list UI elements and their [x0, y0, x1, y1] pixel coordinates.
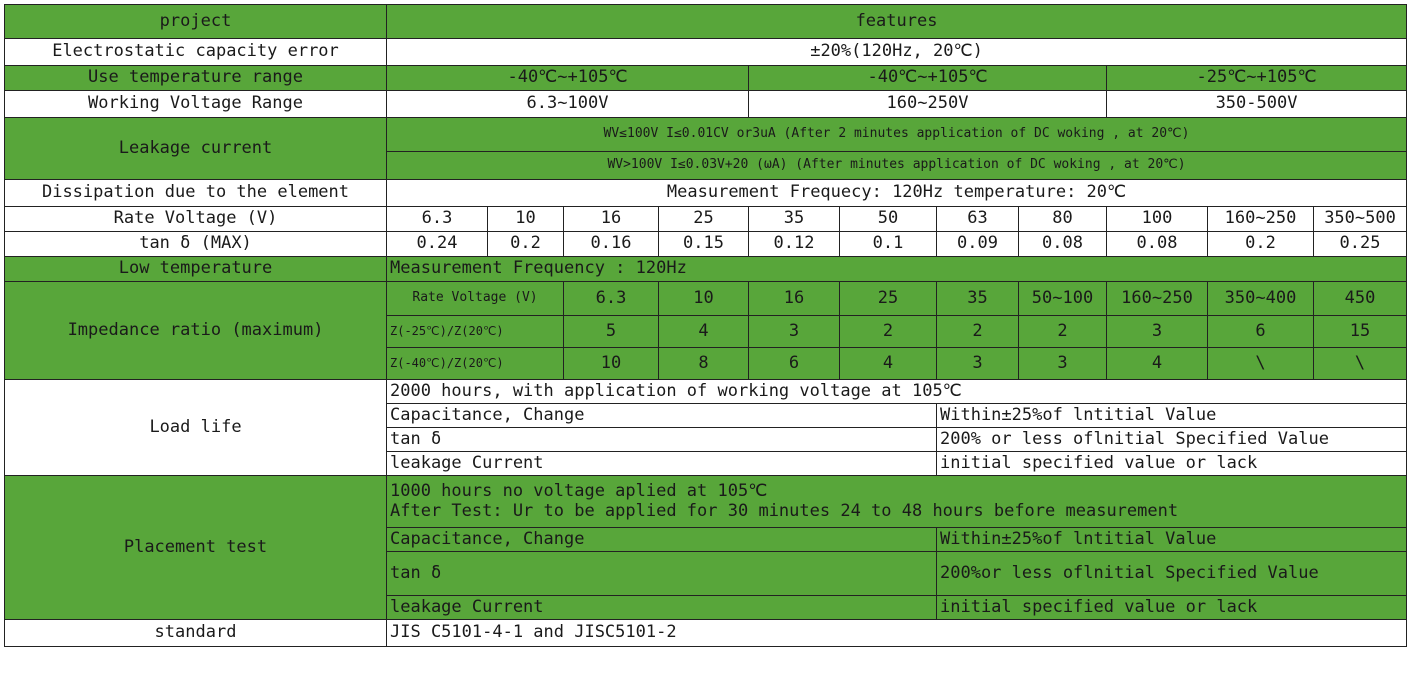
load-life-value: initial specified value or lack [937, 452, 1407, 476]
impedance-voltage-cell: 16 [749, 282, 840, 316]
voltage-range-row [5, 91, 1407, 118]
rate-voltage-cell: 10 [488, 207, 564, 232]
tan-delta-cell: 0.2 [488, 232, 564, 257]
capacity-error-label: Electrostatic capacity error [5, 39, 387, 66]
rate-voltage-label: Rate Voltage (V) [5, 207, 387, 232]
capacity-error-row [5, 39, 1407, 66]
impedance-voltage-cell: 50~100 [1019, 282, 1107, 316]
leakage-line-2: WV>100V I≤0.03V+20 (ωA) (After minutes application of DC woking , at 20℃) [387, 152, 1407, 180]
impedance-cell: 4 [1107, 348, 1208, 380]
placement-header [387, 476, 1407, 528]
impedance-cell: 15 [1314, 316, 1407, 348]
dissipation-label: Dissipation due to the element [5, 180, 387, 207]
load-life-value: 200% or less oflnitial Specified Value [937, 428, 1407, 452]
temperature-value-3: -25℃~+105℃ [1107, 66, 1407, 91]
placement-header-line-2: After Test: Ur to be applied for 30 minutes 24 to 48 hours before measurement [390, 500, 1179, 521]
temperature-row [5, 66, 1407, 91]
load-life-header-row [5, 380, 1407, 404]
impedance-voltage-cell: 450 [1314, 282, 1407, 316]
impedance-cell: 3 [1019, 348, 1107, 380]
impedance-voltage-cell: 6.3 [564, 282, 659, 316]
leakage-label: Leakage current [5, 118, 387, 180]
placement-item: leakage Current [387, 596, 937, 620]
impedance-voltage-cell: 35 [937, 282, 1019, 316]
tan-delta-row [5, 232, 1407, 257]
dissipation-row [5, 180, 1407, 207]
header-features: features [387, 5, 1407, 39]
impedance-label: Impedance ratio (maximum) [5, 282, 387, 380]
voltage-range-value-2: 160~250V [749, 91, 1107, 118]
impedance-cell: \ [1208, 348, 1314, 380]
low-temp-row [5, 257, 1407, 282]
impedance-voltage-row [5, 282, 1407, 316]
placement-item: tan δ [387, 552, 937, 596]
tan-delta-cell: 0.25 [1314, 232, 1407, 257]
load-life-label: Load life [5, 380, 387, 476]
tan-delta-cell: 0.1 [840, 232, 937, 257]
rate-voltage-cell: 160~250 [1208, 207, 1314, 232]
impedance-cell: \ [1314, 348, 1407, 380]
voltage-range-label: Working Voltage Range [5, 91, 387, 118]
impedance-voltage-cell: 160~250 [1107, 282, 1208, 316]
temperature-value-2: -40℃~+105℃ [749, 66, 1107, 91]
impedance-row2-label: Z(-40℃)/Z(20℃) [387, 348, 564, 380]
low-temp-value: Measurement Frequency : 120Hz [387, 257, 1407, 282]
spec-table [4, 4, 1407, 647]
load-life-item: leakage Current [387, 452, 937, 476]
standard-value: JIS C5101-4-1 and JISC5101-2 [387, 620, 1407, 647]
rate-voltage-cell: 80 [1019, 207, 1107, 232]
impedance-cell: 4 [659, 316, 749, 348]
impedance-cell: 5 [564, 316, 659, 348]
tan-delta-cell: 0.12 [749, 232, 840, 257]
impedance-cell: 6 [749, 348, 840, 380]
placement-header-line-1: 1000 hours no voltage aplied at 105℃ [390, 480, 768, 501]
load-life-item: Capacitance, Change [387, 404, 937, 428]
impedance-voltage-cell: 10 [659, 282, 749, 316]
impedance-row1-label: Z(-25℃)/Z(20℃) [387, 316, 564, 348]
tan-delta-label: tan δ (MAX) [5, 232, 387, 257]
tan-delta-cell: 0.08 [1107, 232, 1208, 257]
placement-item: Capacitance, Change [387, 528, 937, 552]
impedance-cell: 2 [937, 316, 1019, 348]
rate-voltage-cell: 16 [564, 207, 659, 232]
impedance-cell: 2 [1019, 316, 1107, 348]
rate-voltage-cell: 100 [1107, 207, 1208, 232]
temperature-value-1: -40℃~+105℃ [387, 66, 749, 91]
impedance-voltage-cell: 350~400 [1208, 282, 1314, 316]
load-life-value: Within±25%of lntitial Value [937, 404, 1407, 428]
placement-value: 200%or less oflnitial Specified Value [937, 552, 1407, 596]
placement-header-row [5, 476, 1407, 528]
voltage-range-value-3: 350-500V [1107, 91, 1407, 118]
impedance-cell: 3 [937, 348, 1019, 380]
header-project: project [5, 5, 387, 39]
rate-voltage-cell: 63 [937, 207, 1019, 232]
dissipation-value: Measurement Frequecy: 120Hz temperature: 20℃ [387, 180, 1407, 207]
rate-voltage-cell: 25 [659, 207, 749, 232]
impedance-cell: 8 [659, 348, 749, 380]
capacity-error-value: ±20%(120Hz, 20℃) [387, 39, 1407, 66]
placement-value: Within±25%of lntitial Value [937, 528, 1407, 552]
placement-value: initial specified value or lack [937, 596, 1407, 620]
header-row [5, 5, 1407, 39]
tan-delta-cell: 0.15 [659, 232, 749, 257]
standard-label: standard [5, 620, 387, 647]
impedance-cell: 3 [749, 316, 840, 348]
impedance-cell: 3 [1107, 316, 1208, 348]
impedance-cell: 6 [1208, 316, 1314, 348]
impedance-cell: 2 [840, 316, 937, 348]
tan-delta-cell: 0.09 [937, 232, 1019, 257]
rate-voltage-cell: 50 [840, 207, 937, 232]
impedance-rate-label: Rate Voltage (V) [387, 282, 564, 316]
tan-delta-cell: 0.24 [387, 232, 488, 257]
rate-voltage-row [5, 207, 1407, 232]
leakage-row-1 [5, 118, 1407, 152]
impedance-cell: 4 [840, 348, 937, 380]
impedance-cell: 10 [564, 348, 659, 380]
tan-delta-cell: 0.08 [1019, 232, 1107, 257]
impedance-voltage-cell: 25 [840, 282, 937, 316]
leakage-line-1: WV≤100V I≤0.01CV or3uA (After 2 minutes application of DC woking , at 20℃) [387, 118, 1407, 152]
temperature-label: Use temperature range [5, 66, 387, 91]
tan-delta-cell: 0.2 [1208, 232, 1314, 257]
rate-voltage-cell: 350~500 [1314, 207, 1407, 232]
standard-row [5, 620, 1407, 647]
load-life-item: tan δ [387, 428, 937, 452]
low-temp-label: Low temperature [5, 257, 387, 282]
tan-delta-cell: 0.16 [564, 232, 659, 257]
rate-voltage-cell: 6.3 [387, 207, 488, 232]
placement-label: Placement test [5, 476, 387, 620]
voltage-range-value-1: 6.3~100V [387, 91, 749, 118]
rate-voltage-cell: 35 [749, 207, 840, 232]
load-life-header: 2000 hours, with application of working voltage at 105℃ [387, 380, 1407, 404]
